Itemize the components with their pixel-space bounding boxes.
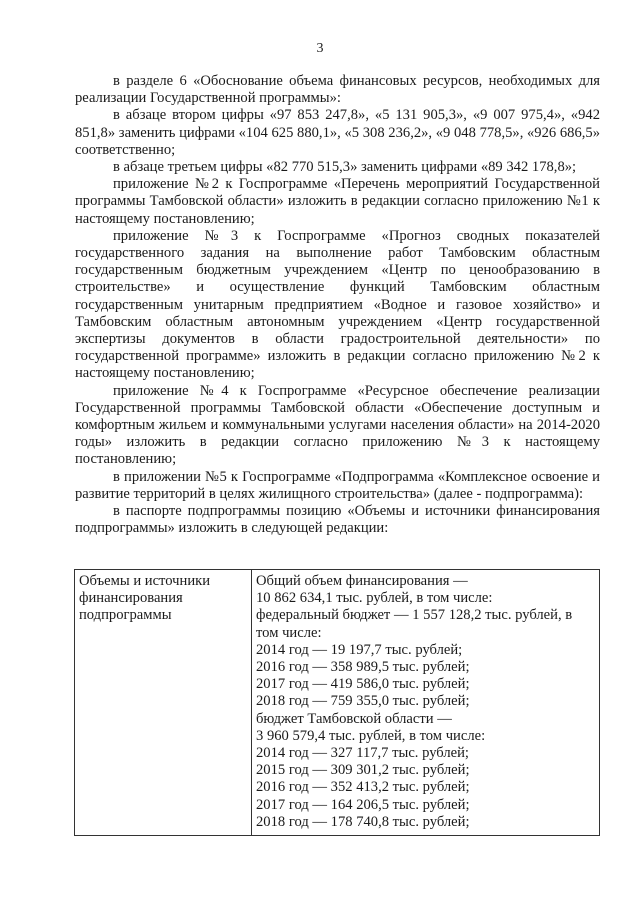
table-label-cell: [75, 570, 252, 836]
paragraph: в разделе 6 «Обоснование объема финансовых ресурсов, необходимых для реализации Государственной программы»:: [75, 73, 600, 107]
paragraph: приложение №3 к Госпрограмме «Прогноз сводных показателей государственного задания на выполнение работ Тамбовским областным государственным бюджетным учреждением «Центр по ценообразованию в строительстве» и осуществление функций Тамбовским областным государственным унитарным предприятием «Водное и газовое хозяйство» и Тамбовским областным автономным учреждением «Центр государственной экспертизы документов в области градостроительной деятельности» по государственной программе» изложить в редакции согласно приложению №2 к настоящему постановлению;: [75, 227, 600, 382]
label-line: подпрограммы: [79, 607, 172, 624]
value-line: 2017 год — 419 586,0 тыс. рублей;: [256, 676, 470, 693]
paragraph: в абзаце третьем цифры «82 770 515,3» заменить цифрами «89 342 178,8»;: [113, 159, 577, 176]
label-line: финансирования: [79, 590, 183, 607]
paragraph: приложение №2 к Госпрограмме «Перечень мероприятий Государственной программы Тамбовской области» изложить в редакции согласно приложению №1 к настоящему постановлению;: [75, 176, 600, 227]
value-line: 2016 год — 352 413,2 тыс. рублей;: [256, 779, 470, 796]
page-number: 3: [316, 41, 324, 56]
paragraph: в приложении №5 к Госпрограмме «Подпрограмма «Комплексное освоение и развитие территорий в целях жилищного строительства» (далее - подпрограмма):: [75, 468, 600, 502]
value-line: 3 960 579,4 тыс. рублей, в том числе:: [256, 727, 486, 744]
document-body: [75, 73, 600, 537]
paragraph: приложение №4 к Госпрограмме «Ресурсное обеспечение реализации Государственной программы Тамбовской области «Обеспечение доступным и комфортным жильем и коммунальными услугами населения области» на 2014-2020 годы» изложить в редакции согласно приложению №3 к настоящему постановлению;: [75, 382, 600, 468]
value-line: 2016 год — 358 989,5 тыс. рублей;: [256, 659, 470, 676]
value-line: 2018 год — 759 355,0 тыс. рублей;: [256, 693, 470, 710]
value-line: 2014 год — 327 117,7 тыс. рублей;: [256, 745, 469, 762]
value-line: Общий объем финансирования —: [256, 573, 468, 589]
table-value-cell: [252, 570, 600, 836]
value-line: бюджет Тамбовской области —: [256, 710, 452, 727]
value-line: 2017 год — 164 206,5 тыс. рублей;: [256, 796, 470, 813]
value-line: федеральный бюджет — 1 557 128,2 тыс. рублей, в: [256, 607, 573, 624]
value-line: 10 862 634,1 тыс. рублей, в том числе:: [256, 590, 493, 607]
label-line: Объемы и источники: [79, 573, 211, 589]
paragraph: в абзаце втором цифры «97 853 247,8», «5 131 905,3», «9 007 975,4», «942 851,8» заменить цифрами «104 625 880,1», «5 308 236,2», «9 048 778,5», «926 686,5» соответственно;: [75, 107, 600, 158]
value-line: 2015 год — 309 301,2 тыс. рублей;: [256, 762, 470, 779]
value-line: 2014 год — 19 197,7 тыс. рублей;: [256, 641, 463, 658]
paragraph: в паспорте подпрограммы позицию «Объемы и источники финансирования подпрограммы» изложить в следующей редакции:: [75, 503, 600, 537]
table-row: [75, 570, 600, 836]
value-line: том числе:: [256, 624, 322, 641]
funding-table: [74, 569, 600, 836]
value-line: 2018 год — 178 740,8 тыс. рублей;: [256, 813, 470, 830]
